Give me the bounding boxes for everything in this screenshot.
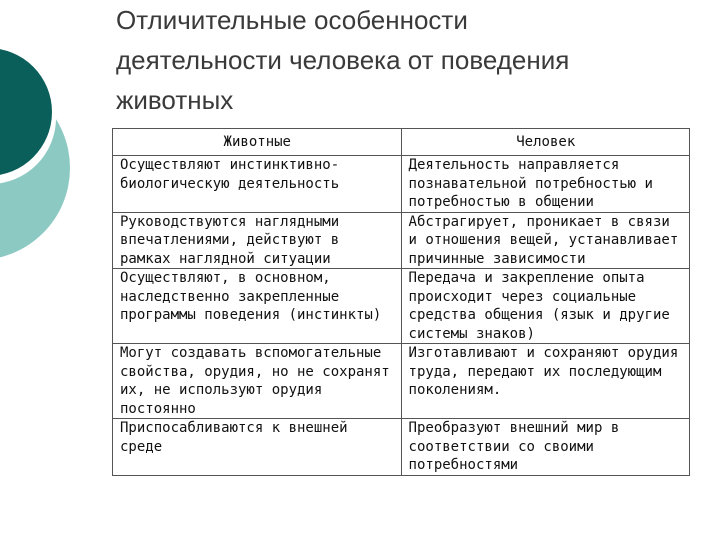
animals-cell: Осуществляют инстинктивно-биологическую деятельность: [113, 156, 402, 213]
human-cell: Передача и закрепление опыта происходит через социальные средства общения (язык и другие системы знаков): [401, 269, 689, 344]
animals-cell: Приспосабливаются к внешней среде: [113, 419, 402, 476]
page-title: [116, 0, 706, 120]
table-row: [113, 419, 690, 476]
human-cell: Преобразуют внешний мир в соответствии со своими потребностями: [401, 419, 689, 476]
title-line-1: Отличительные особенности: [116, 5, 468, 35]
animals-cell: Руководствуются наглядными впечатлениями, действуют в рамках наглядной ситуации: [113, 212, 402, 269]
title-line-2: деятельности человека от поведения: [116, 45, 570, 75]
comparison-table: [112, 128, 690, 476]
header-human: Человек: [401, 129, 689, 156]
table-row: [113, 156, 690, 213]
title-line-3: животных: [116, 85, 234, 115]
human-cell: Абстрагирует, проникает в связи и отношения вещей, устанавливает причинные зависимости: [401, 212, 689, 269]
table-row: [113, 269, 690, 344]
decorative-circles: [0, 0, 110, 300]
table-row: [113, 212, 690, 269]
table-row: [113, 344, 690, 419]
animals-cell: Могут создавать вспомогательные свойства, орудия, но не сохранят их, не используют орудия постоянно: [113, 344, 402, 419]
human-cell: Изготавливают и сохраняют орудия труда, передают их последующим поколениям.: [401, 344, 689, 419]
header-animals: Животные: [113, 129, 402, 156]
animals-cell: Осуществляют, в основном, наследственно закрепленные программы поведения (инстинкты): [113, 269, 402, 344]
human-cell: Деятельность направляется познавательной потребностью и потребностью в общении: [401, 156, 689, 213]
table-header-row: [113, 129, 690, 156]
